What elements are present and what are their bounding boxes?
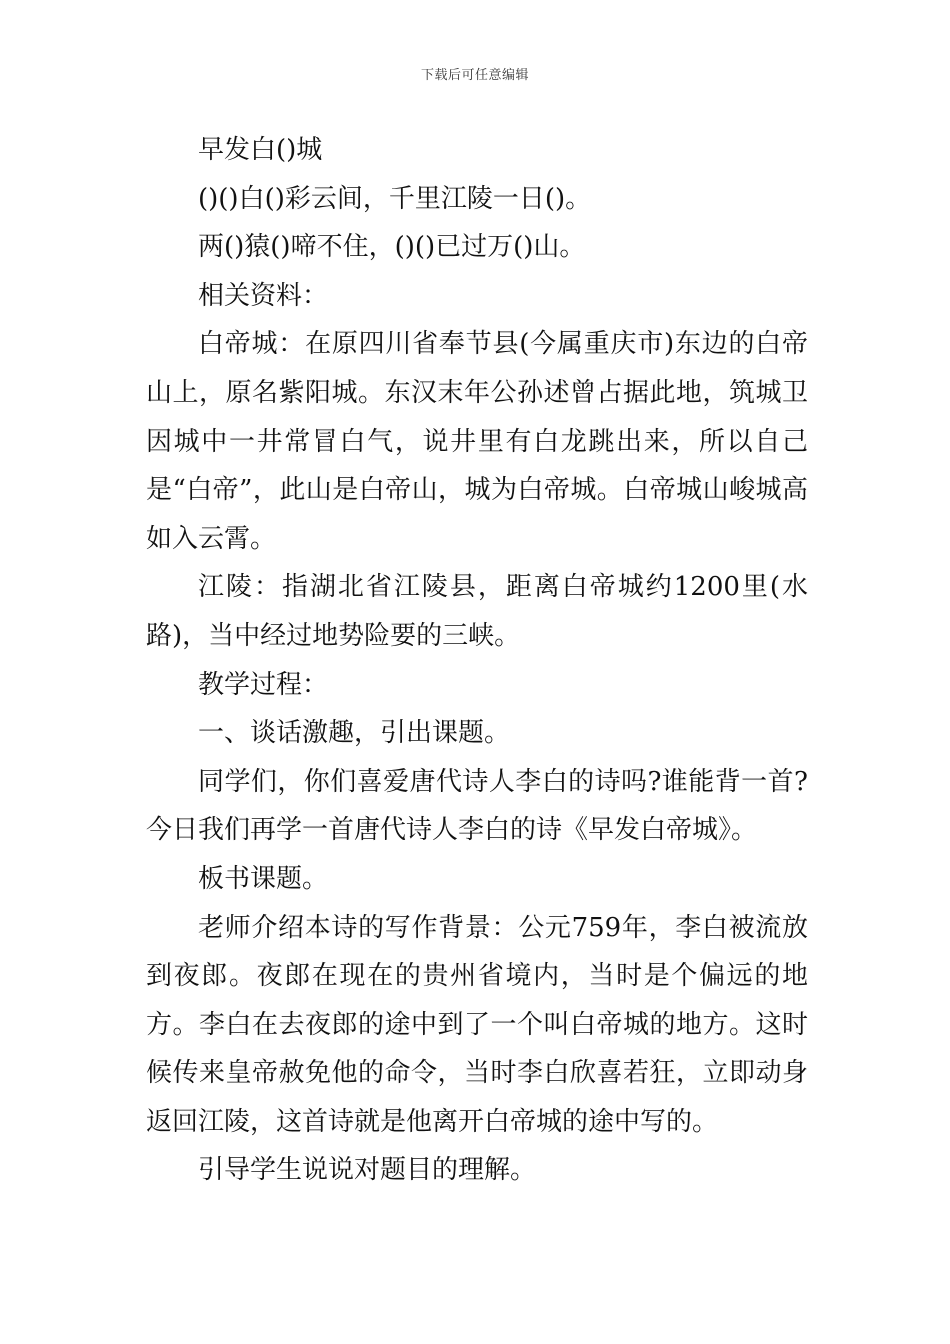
paragraph-background: 老师介绍本诗的写作背景：公元759年，李白被流放到夜郎。夜郎在现在的贵州省境内，当时是个偏远的地方。李白在去夜郎的途中到了一个叫白帝城的地方。这时候传来皇帝赦免他的命令，当时李白欣喜若狂，立即动身返回江陵，这首诗就是他离开白帝城的途中写的。 bbox=[146, 912, 808, 1137]
document-body bbox=[146, 126, 808, 1195]
paragraph-jiangling: 江陵：指湖北省江陵县，距离白帝城约1200里(水路)，当中经过地势险要的三峡。 bbox=[146, 572, 808, 651]
page-header-note: 下载后可任意编辑 bbox=[420, 68, 529, 83]
paragraph-intro-question: 同学们，你们喜爱唐代诗人李白的诗吗?谁能背一首?今日我们再学一首唐代诗人李白的诗《早发白帝城》。 bbox=[146, 766, 808, 846]
paragraph-board-title: 板书课题。 bbox=[198, 863, 329, 894]
section-heading-materials: 相关资料： bbox=[198, 280, 329, 311]
step-heading-1: 一、谈话激趣，引出课题。 bbox=[198, 718, 511, 749]
poem-line-1: ()()白()彩云间，千里江陵一日()。 bbox=[198, 183, 592, 214]
paragraph-baidicheng: 白帝城：在原四川省奉节县(今属重庆市)东边的白帝山上，原名紫阳城。东汉末年公孙述曾占据此地，筑城卫因城中一井常冒白气，说井里有白龙跳出来，所以自己是“白帝”，此山是白帝山，城为白帝城。白帝城山峻城高如入云霄。 bbox=[146, 329, 808, 554]
section-heading-process: 教学过程： bbox=[198, 669, 329, 700]
poem-line-2: 两()猿()啼不住，()()已过万()山。 bbox=[198, 232, 586, 263]
poem-title: 早发白()城 bbox=[198, 135, 323, 165]
paragraph-guide: 引导学生说说对题目的理解。 bbox=[198, 1155, 537, 1186]
